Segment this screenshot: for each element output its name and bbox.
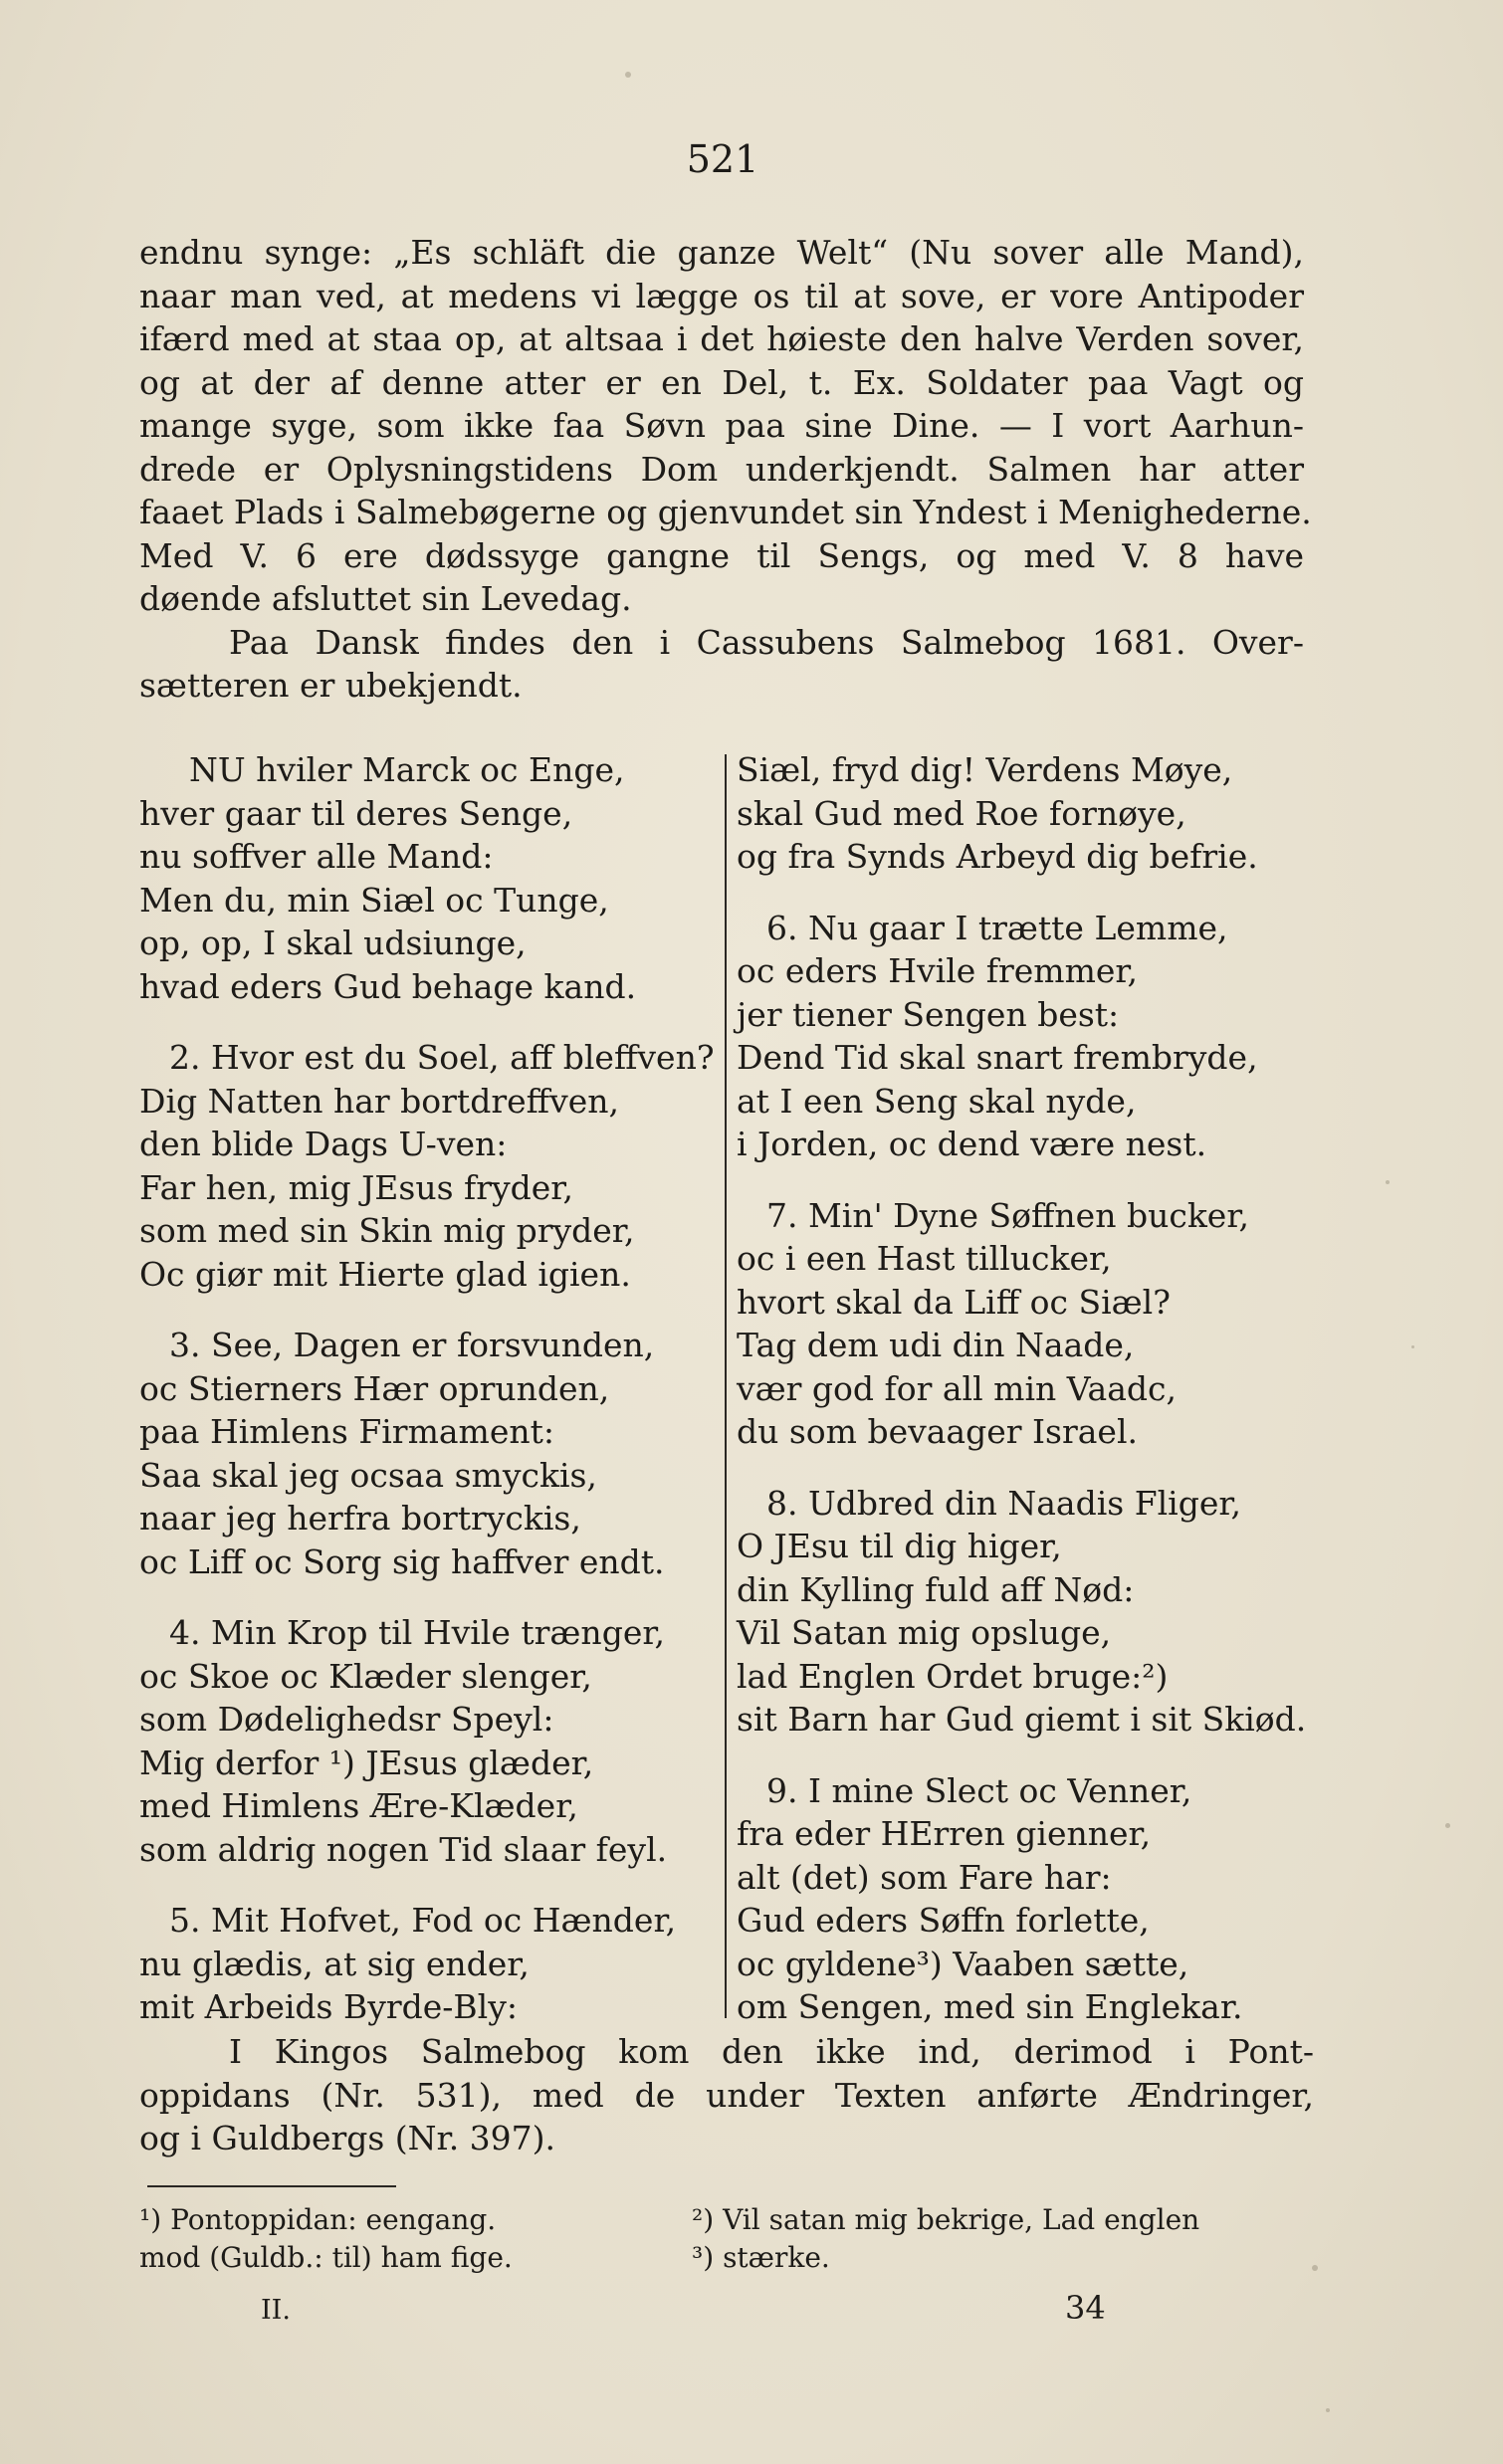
verse-line: og fra Synds Arbeyd dig befrie.	[737, 837, 1258, 876]
stanza-4	[139, 1611, 717, 1871]
intro-line: Med V. 6 ere dødssyge gangne til Sengs, og med V. 8 have	[139, 535, 1304, 575]
intro-line: endnu synge: „Es schläft die ganze Welt“ (Nu sover alle Mand),	[139, 233, 1304, 272]
verse-line: med Himlens Ære-Klæder,	[139, 1786, 578, 1825]
verse-line: oc Skoe oc Klæder slenger,	[139, 1656, 592, 1696]
paper-speck	[1326, 2408, 1330, 2412]
stanza-1	[139, 748, 717, 1008]
verse-line: paa Himlens Firmament:	[139, 1412, 554, 1451]
intro-line: Paa Dansk findes den i Cassubens Salmebog 1681. Over-	[229, 622, 1304, 662]
footnote-text: Vil satan mig bekrige, Lad englen	[723, 2203, 1200, 2236]
verse-line: skal Gud med Roe fornøye,	[737, 793, 1186, 833]
paper-speck	[1386, 1180, 1390, 1184]
stanza-2	[139, 1036, 717, 1296]
verse-line: Saa skal jeg ocsaa smyckis,	[139, 1455, 597, 1495]
paper-speck	[1312, 2265, 1318, 2271]
footnotes	[139, 2201, 1314, 2277]
paper-speck	[1445, 1823, 1450, 1828]
verse-line: den blide Dags U-ven:	[139, 1125, 508, 1163]
verse-line: om Sengen, med sin Englekar.	[737, 1987, 1243, 2026]
stanza-7	[737, 1194, 1324, 1454]
footnote-2	[692, 2201, 1199, 2239]
verse-line: oc eders Hvile fremmer,	[737, 951, 1139, 990]
verse-line: at I een Seng skal nyde,	[737, 1081, 1137, 1121]
footnote-mark: ²)	[692, 2203, 715, 2236]
footnote-row	[139, 2239, 1314, 2277]
verse-line: oc Stierners Hær oprunden,	[139, 1368, 610, 1408]
stanza-9	[737, 1769, 1324, 2029]
verse-line: nu soffver alle Mand:	[139, 837, 494, 876]
intro-line: drede er Oplysningstidens Dom underkjendt. Salmen har atter	[139, 449, 1304, 489]
intro-line: sætteren er ubekjendt.	[139, 666, 523, 705]
verse-line: O JEsu til dig higer,	[737, 1527, 1062, 1565]
intro-line: døende afsluttet sin Levedag.	[139, 579, 632, 618]
footnote-mark: ¹)	[139, 2203, 162, 2236]
verse-line: i Jorden, oc dend være nest.	[737, 1125, 1207, 1163]
intro-line: mange syge, som ikke faa Søvn paa sine Dine. — I vort Aarhun-	[139, 406, 1304, 445]
paper-speck	[625, 72, 631, 78]
verse-line: Dend Tid skal snart frembryde,	[737, 1038, 1258, 1077]
verse-line: oc i een Hast tillucker,	[737, 1239, 1112, 1278]
verse-line: 9. I mine Slect oc Venner,	[766, 1770, 1192, 1810]
verse-line: naar jeg herfra bortryckis,	[139, 1499, 581, 1538]
verse-line: nu glædis, at sig ender,	[139, 1944, 530, 1983]
footnote-3	[692, 2239, 830, 2277]
verse-line: Oc giør mit Hierte glad igien.	[139, 1254, 631, 1294]
verse-line: lad Englen Ordet bruge:²)	[737, 1656, 1169, 1696]
stanza-5	[139, 1899, 717, 2029]
verse-line: du som bevaager Israel.	[737, 1412, 1139, 1451]
paper-speck	[1411, 1345, 1414, 1348]
page-number: 521	[686, 137, 759, 181]
verse-line: 5. Mit Hofvet, Fod oc Hænder,	[169, 1901, 677, 1940]
verse-line: 4. Min Krop til Hvile trænger,	[169, 1613, 665, 1652]
printer-signature: II.	[261, 2295, 291, 2326]
verse-line: fra eder HErren gienner,	[737, 1814, 1152, 1853]
stanza-8	[737, 1482, 1324, 1742]
verse-line: hver gaar til deres Senge,	[139, 793, 573, 833]
footnote-text: Pontoppidan: eengang.	[170, 2203, 497, 2236]
closing-line: I Kingos Salmebog kom den ikke ind, derimod i Pont-	[229, 2032, 1314, 2071]
verse-line: NU hviler Marck oc Enge,	[189, 750, 625, 789]
verse-line: vær god for all min Vaadc,	[737, 1368, 1177, 1408]
verse-line: mit Arbeids Byrde-Bly:	[139, 1987, 518, 2026]
intro-line: ifærd med at staa op, at altsaa i det høieste den halve Verden sover,	[139, 319, 1304, 358]
verse-line: 2. Hvor est du Soel, aff bleffven?	[169, 1038, 715, 1077]
verse-line: Gud eders Søffn forlette,	[737, 1901, 1150, 1940]
verse-line: hvort skal da Liff oc Siæl?	[737, 1282, 1171, 1322]
footnote-1-continued: mod (Guldb.: til) ham fige.	[139, 2241, 513, 2274]
verse-line: Vil Satan mig opsluge,	[737, 1613, 1112, 1652]
intro-line: faaet Plads i Salmebøgerne og gjenvundet sin Yndest i Menighederne.	[139, 493, 1312, 531]
verse-line: 3. See, Dagen er forsvunden,	[169, 1326, 655, 1364]
verse-line: oc gyldene³) Vaaben sætte,	[737, 1944, 1189, 1983]
stanza-6	[737, 907, 1324, 1166]
footnote-text: stærke.	[723, 2241, 830, 2274]
closing-paragraph	[139, 2030, 1314, 2160]
verse-line: Far hen, mig JEsus fryder,	[139, 1167, 573, 1207]
verse-line: jer tiener Sengen best:	[737, 994, 1120, 1034]
closing-line: og i Guldbergs (Nr. 397).	[139, 2119, 556, 2157]
verse-line: 8. Udbred din Naadis Fliger,	[766, 1483, 1242, 1523]
sheet-number: 34	[1065, 2289, 1106, 2327]
verse-line: Siæl, fryd dig! Verdens Møye,	[737, 750, 1233, 789]
verse-line: hvad eders Gud behage kand.	[139, 966, 637, 1006]
verse-line: som Dødelighedsr Speyl:	[139, 1700, 554, 1739]
footnote-1	[139, 2201, 496, 2239]
verse-line: som aldrig nogen Tid slaar feyl.	[139, 1829, 668, 1869]
column-divider	[725, 754, 727, 2018]
intro-line: og at der af denne atter er en Del, t. Ex. Soldater paa Vagt og	[139, 362, 1304, 402]
verse-line: 6. Nu gaar I trætte Lemme,	[766, 908, 1228, 947]
verse-line: oc Liff oc Sorg sig haffver endt.	[139, 1541, 665, 1581]
verse-line: som med sin Skin mig pryder,	[139, 1211, 635, 1250]
verse-line: Dig Natten har bortdreffven,	[139, 1081, 619, 1121]
intro-paragraph	[139, 231, 1312, 708]
intro-line: naar man ved, at medens vi lægge os til at sove, er vore Antipoder	[139, 276, 1304, 315]
verse-line: alt (det) som Fare har:	[737, 1857, 1112, 1897]
verse-line: Tag dem udi din Naade,	[737, 1326, 1135, 1364]
verse-line: Mig derfor ¹) JEsus glæder,	[139, 1743, 594, 1782]
footnote-mark: ³)	[692, 2241, 715, 2274]
verse-line: sit Barn har Gud giemt i sit Skiød.	[737, 1700, 1307, 1739]
stanza-5-continued	[737, 748, 1324, 879]
footnote-rule	[147, 2185, 396, 2187]
footnote-row	[139, 2201, 1314, 2239]
verse-line: din Kylling fuld aff Nød:	[737, 1569, 1135, 1609]
hymn-right-column	[737, 748, 1324, 2057]
verse-line: op, op, I skal udsiunge,	[139, 924, 527, 962]
verse-line: Men du, min Siæl oc Tunge,	[139, 880, 609, 920]
verse-line: 7. Min' Dyne Søffnen bucker,	[766, 1195, 1249, 1235]
hymn-left-column	[139, 748, 717, 2057]
closing-line: oppidans (Nr. 531), med de under Texten anførte Ændringer,	[139, 2075, 1314, 2115]
stanza-3	[139, 1324, 717, 1583]
